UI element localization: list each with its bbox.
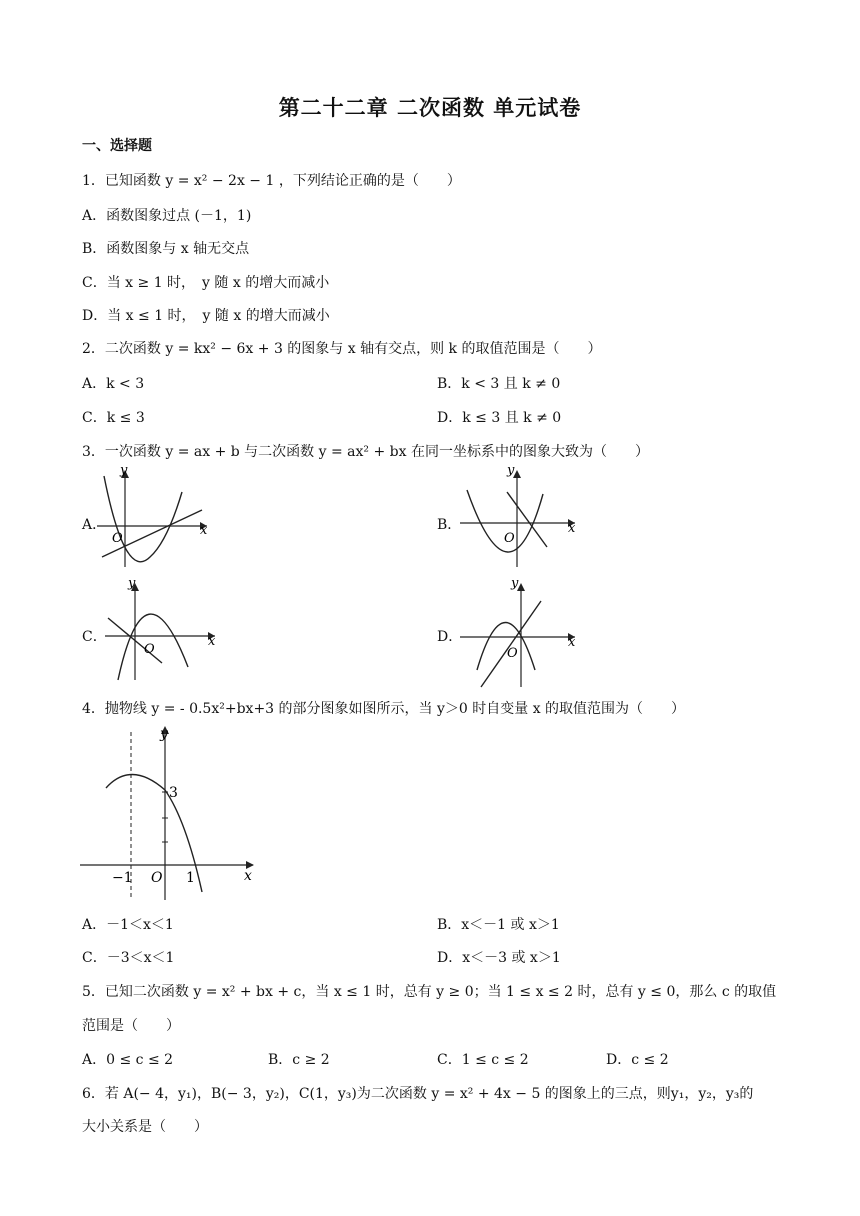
question-4-stem: 4．抛物线 y = - 0.5x²+bx+3 的部分图象如图所示，当 y＞0 时自变量 x 的取值范围为（ ） (82, 701, 686, 717)
origin-label: O (144, 642, 155, 657)
x-label: x (200, 523, 208, 538)
question-1-option-a: A．函数图象过点 (－1，1) (82, 208, 252, 224)
question-3-stem: 3．一次函数 y = ax + b 与二次函数 y = ax² + bx 在同一坐标系中的图象大致为（ ） (82, 444, 649, 460)
question-3-graph-a (92, 462, 217, 572)
question-5-option-d: D．c ≤ 2 (606, 1052, 669, 1068)
question-3-graph-c (100, 575, 225, 685)
question-1-option-b: B．函数图象与 x 轴无交点 (82, 241, 250, 257)
question-3-option-c: C． (82, 629, 107, 645)
question-2-option-a: A．k < 3 (82, 376, 145, 392)
origin-label: O (112, 531, 123, 546)
question-1-option-d: D．当 x ≤ 1 时， y 随 x 的增大而减小 (82, 308, 330, 324)
question-5-option-a: A．0 ≤ c ≤ 2 (82, 1052, 174, 1068)
question-4-option-c: C．－3＜x＜1 (82, 950, 175, 966)
x-label: x (568, 635, 576, 650)
question-6-stem-line2: 大小关系是（ ） (82, 1119, 208, 1135)
origin-label: O (504, 531, 515, 546)
question-3-option-d: D． (437, 629, 463, 645)
question-4-graph (78, 720, 268, 905)
question-2-stem: 2．二次函数 y = kx² − 6x + 3 的图象与 x 轴有交点，则 k 的取值范围是（ ） (82, 341, 602, 357)
question-4-option-b: B．x＜－1 或 x＞1 (437, 917, 560, 933)
question-5-stem-line1: 5．已知二次函数 y = x² + bx + c，当 x ≤ 1 时，总有 y ≥ 0；当 1 ≤ x ≤ 2 时，总有 y ≤ 0，那么 c 的取值 (82, 984, 777, 1000)
x-label: x (208, 634, 216, 649)
question-5-option-b: B．c ≥ 2 (268, 1052, 330, 1068)
question-3-graph-d (455, 575, 585, 690)
y-label: y (511, 576, 519, 591)
y-label: y (507, 463, 515, 478)
section-heading: 一、选择题 (82, 138, 152, 154)
question-4-option-a: A．－1＜x＜1 (82, 917, 174, 933)
x-label: x (244, 868, 252, 884)
question-5-stem-line2: 范围是（ ） (82, 1018, 180, 1034)
label-neg1: −1 (112, 870, 133, 886)
label-3: 3 (169, 785, 178, 801)
question-5-option-c: C．1 ≤ c ≤ 2 (437, 1052, 529, 1068)
question-6-stem-line1: 6．若 A(− 4，y₁)，B(− 3，y₂)，C(1，y₃)为二次函数 y = x² + 4x − 5 的图象上的三点，则y₁，y₂，y₃的 (82, 1086, 754, 1102)
question-1-option-c: C．当 x ≥ 1 时， y 随 x 的增大而减小 (82, 275, 330, 291)
label-1: 1 (186, 870, 195, 886)
origin-label: O (151, 870, 163, 886)
question-4-option-d: D．x＜－3 或 x＞1 (437, 950, 561, 966)
question-3-option-b: B． (437, 517, 462, 533)
question-3-option-a: A． (82, 517, 107, 533)
question-2-option-c: C．k ≤ 3 (82, 410, 145, 426)
question-3-graph-b (455, 462, 585, 572)
origin-label: O (507, 646, 518, 661)
y-label: y (120, 463, 128, 478)
question-2-option-d: D．k ≤ 3 且 k ≠ 0 (437, 410, 562, 426)
y-label: y (160, 726, 168, 742)
parabola (104, 476, 182, 562)
question-2-option-b: B．k < 3 且 k ≠ 0 (437, 376, 561, 392)
question-1-stem: 1．已知函数 y = x² − 2x − 1 ，下列结论正确的是（ ） (82, 173, 461, 189)
y-label: y (128, 576, 136, 591)
x-label: x (568, 521, 576, 536)
parabola (477, 623, 535, 671)
page-title: 第二十二章 二次函数 单元试卷 (278, 96, 582, 120)
line (481, 601, 541, 687)
